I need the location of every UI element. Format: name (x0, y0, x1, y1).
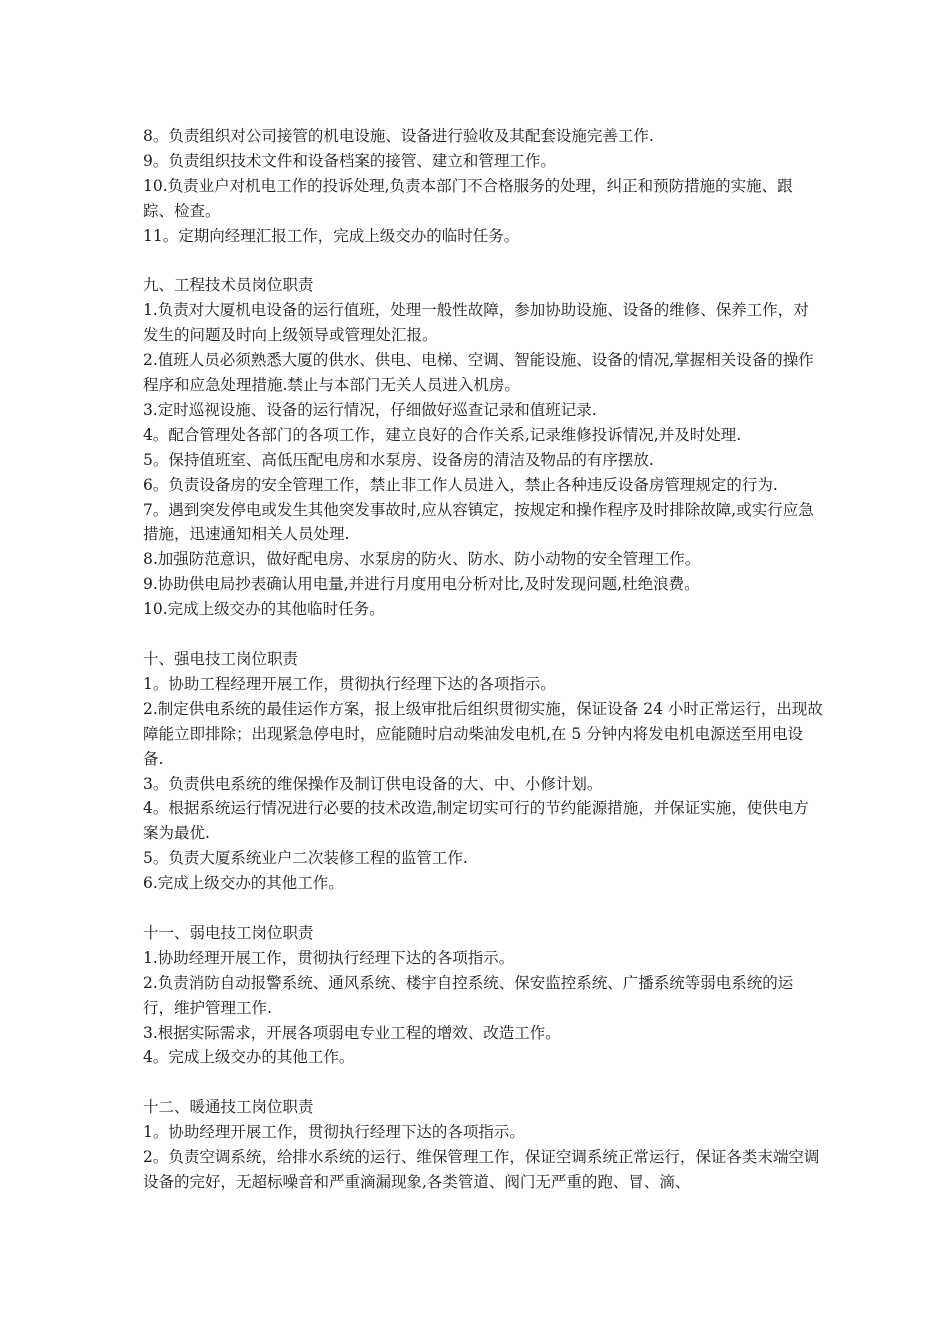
intro-item: 11。定期向经理汇报工作，完成上级交办的临时任务。 (143, 226, 520, 245)
section-item: 9.协助供电局抄表确认用电量,并进行月度用电分析对比,及时发现问题,杜绝浪费。 (143, 575, 700, 594)
section-item: 2。负责空调系统，给排水系统的运行、维保管理工作，保证空调系统正常运行，保证各类末端空调设备的完好，无超标噪音和严重滴漏现象,各类管道、阀门无严重的跑、冒、滴、 (143, 1148, 820, 1191)
section-low-voltage-technician (143, 921, 823, 1070)
section-item: 2.负责消防自动报警系统、通风系统、楼宇自控系统、保安监控系统、广播系统等弱电系统的运行，维护管理工作. (143, 973, 794, 1017)
section-item: 3.根据实际需求，开展各项弱电专业工程的增效、改造工作。 (143, 1023, 561, 1042)
section-title: 九、工程技术员岗位职责 (143, 276, 314, 295)
section-item: 8.加强防范意识，做好配电房、水泵房的防火、防水、防小动物的安全管理工作。 (143, 550, 701, 569)
section-title: 十一、弱电技工岗位职责 (143, 923, 314, 942)
paragraph-gap (143, 896, 823, 921)
section-engineering-technician (143, 273, 823, 622)
section-item: 6。负责设备房的安全管理工作，禁止非工作人员进入，禁止各种违反设备房管理规定的行为. (143, 475, 778, 494)
section-item: 1.协助经理开展工作，贯彻执行经理下达的各项指示。 (143, 948, 515, 967)
section-item: 2.值班人员必须熟悉大厦的供水、供电、电梯、空调、智能设施、设备的情况,掌握相关设备的操作程序和应急处理措施.禁止与本部门无关人员进入机房。 (143, 351, 814, 395)
document-page (143, 124, 823, 1195)
section-item: 5。负责大厦系统业户二次装修工程的监管工作. (143, 849, 468, 868)
section-hvac-technician (143, 1095, 823, 1195)
paragraph-gap (143, 1070, 823, 1095)
section-item: 4。配合管理处各部门的各项工作，建立良好的合作关系,记录维修投诉情况,并及时处理. (143, 425, 742, 444)
intro-item: 8。负责组织对公司接管的机电设施、设备进行验收及其配套设施完善工作. (143, 127, 654, 145)
section-item: 7。遇到突发停电或发生其他突发事故时,应从容镇定，按规定和操作程序及时排除故障,或实行应急措施，迅速通知相关人员处理. (143, 500, 814, 544)
section-title: 十、强电技工岗位职责 (143, 650, 299, 668)
paragraph-gap (143, 249, 823, 274)
section-item: 5。保持值班室、高低压配电房和水泵房、设备房的清洁及物品的有序摆放. (143, 450, 654, 469)
section-item: 1。协助工程经理开展工作，贯彻执行经理下达的各项指示。 (143, 674, 556, 693)
section-high-voltage-technician (143, 647, 823, 896)
section-item: 4。完成上级交办的其他工作。 (143, 1048, 355, 1067)
section-item: 4。根据系统运行情况进行必要的技术改造,制定切实可行的节约能源措施，并保证实施，使供电方案为最优. (143, 799, 809, 843)
section-item: 1。协助经理开展工作，贯彻执行经理下达的各项指示。 (143, 1123, 525, 1142)
section-item: 3.定时巡视设施、设备的运行情况，仔细做好巡查记录和值班记录. (143, 400, 597, 419)
section-item: 6.完成上级交办的其他工作。 (143, 874, 344, 893)
section-item: 10.完成上级交办的其他临时任务。 (143, 600, 385, 619)
paragraph-gap (143, 622, 823, 647)
section-item: 1.负责对大厦机电设备的运行值班，处理一般性故障，参加协助设施、设备的维修、保养工作，对发生的问题及时向上级领导或管理处汇报。 (143, 301, 809, 345)
section-title: 十二、暖通技工岗位职责 (143, 1098, 314, 1117)
section-item: 2.制定供电系统的最佳运作方案，报上级审批后组织贯彻实施，保证设备 24 小时正常运行，出现故障能立即排除；出现紧急停电时，应能随时启动柴油发电机,在 5 分钟内将发电机电源送至用电设备. (143, 699, 823, 768)
intro-item: 10.负责业户对机电工作的投诉处理,负责本部门不合格服务的处理，纠正和预防措施的实施、跟踪、检查。 (143, 176, 793, 220)
intro-item: 9。负责组织技术文件和设备档案的接管、建立和管理工作。 (143, 151, 556, 170)
section-item: 3。负责供电系统的维保操作及制订供电设备的大、中、小修计划。 (143, 774, 603, 793)
